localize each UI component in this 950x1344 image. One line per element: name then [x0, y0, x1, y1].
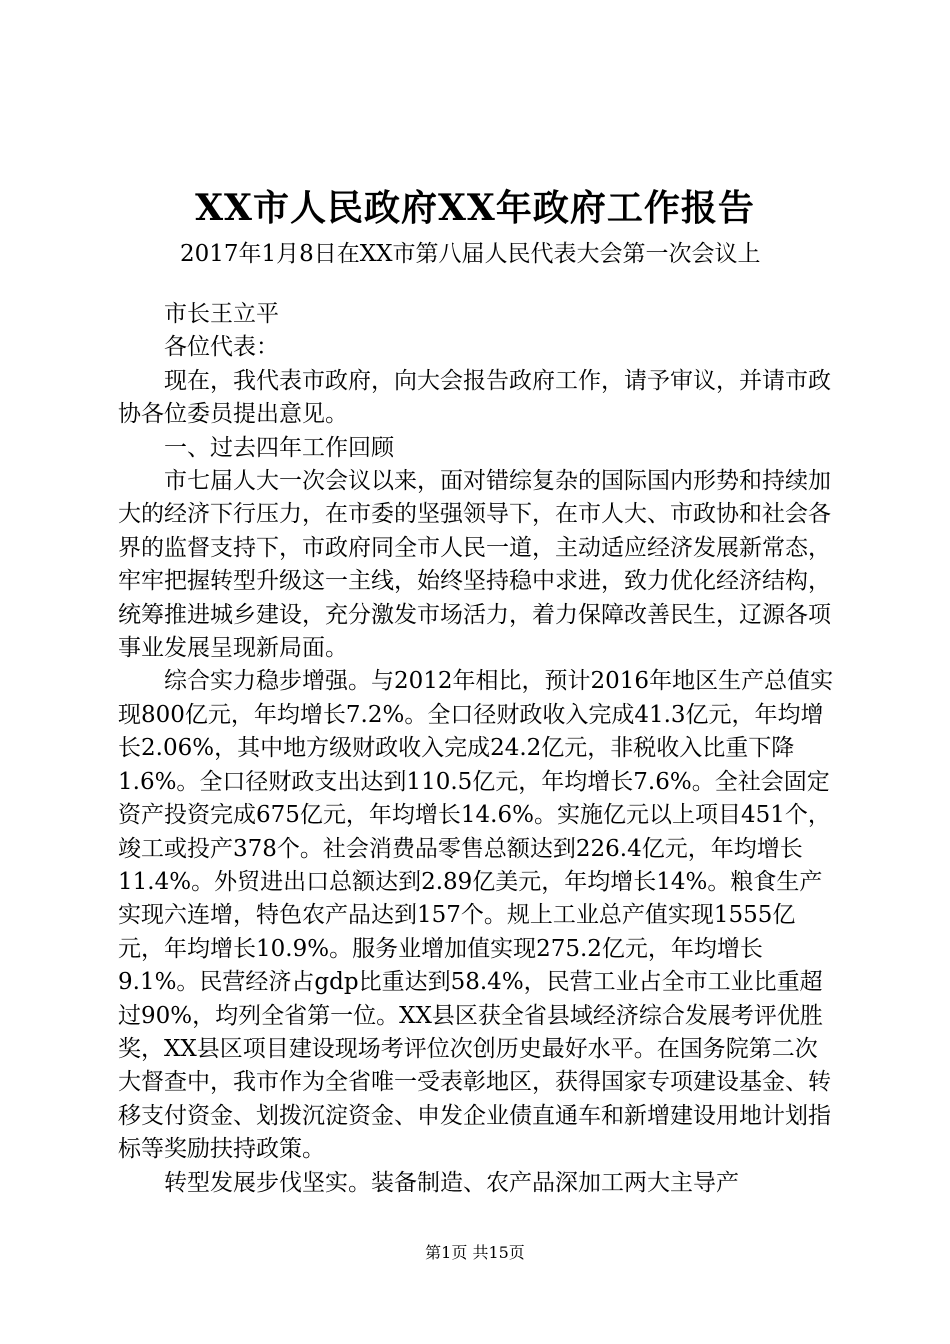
body-paragraph: 现在，我代表市政府，向大会报告政府工作，请予审议，并请市政协各位委员提出意见。: [118, 367, 831, 428]
document-subtitle: 2017年1月8日在XX市第八届人民代表大会第一次会议上: [180, 241, 761, 267]
document-body: [118, 298, 834, 1200]
body-paragraph: 市七届人大一次会议以来，面对错综复杂的国际国内形势和持续加大的经济下行压力，在市委的坚强领导下，在市人大、市政协和社会各界的监督支持下，市政府同全市人民一道，主动适应经济发展新常态，牢牢把握转型升级这一主线，始终坚持稳中求进，致力优化经济结构，统筹推进城乡建设，充分激发市场活力，着力保障改善民生，辽源各项事业发展呈现新局面。: [118, 468, 831, 662]
speaker-line: 市长王立平: [164, 301, 279, 327]
page-number: 第1页 共15页: [425, 1243, 525, 1262]
document-title: XX市人民政府XX年政府工作报告: [195, 187, 755, 229]
section-heading: 一、过去四年工作回顾: [164, 434, 394, 461]
body-paragraph: 转型发展步伐坚实。装备制造、农产品深加工两大主导产: [164, 1169, 739, 1196]
body-paragraph: 综合实力稳步增强。与2012年相比，预计2016年地区生产总值实现800亿元，年均增长7.2%。全口径财政收入完成41.3亿元，年均增长2.06%，其中地方级财政收入完成24.2亿元，非税收入比重下降1.6%。全口径财政支出达到110.5亿元，年均增长7.6%。全社会固定资产投资完成675亿元，年均增长14.6%。实施亿元以上项目451个，竣工或投产378个。社会消费品零售总额达到226.4亿元，年均增长11.4%。外贸进出口总额达到2.89亿美元，年均增长14%。粮食生产实现六连增，特色农产品达到157个。规上工业总产值实现1555亿元，年均增长10.9%。服务业增加值实现275.2亿元，年均增长9.1%。民营经济占gdp比重达到58.4%，民营工业占全市工业比重超过90%，均列全省第一位。XX县区获全省县域经济综合发展考评优胜奖，XX县区项目建设现场考评位次创历史最好水平。在国务院第二次大督查中，我市作为全省唯一受表彰地区，获得国家专项建设基金、转移支付资金、划拨沉淀资金、申发企业债直通车和新增建设用地计划指标等奖励扶持政策。: [118, 668, 834, 1163]
salutation: 各位代表：: [164, 334, 279, 361]
